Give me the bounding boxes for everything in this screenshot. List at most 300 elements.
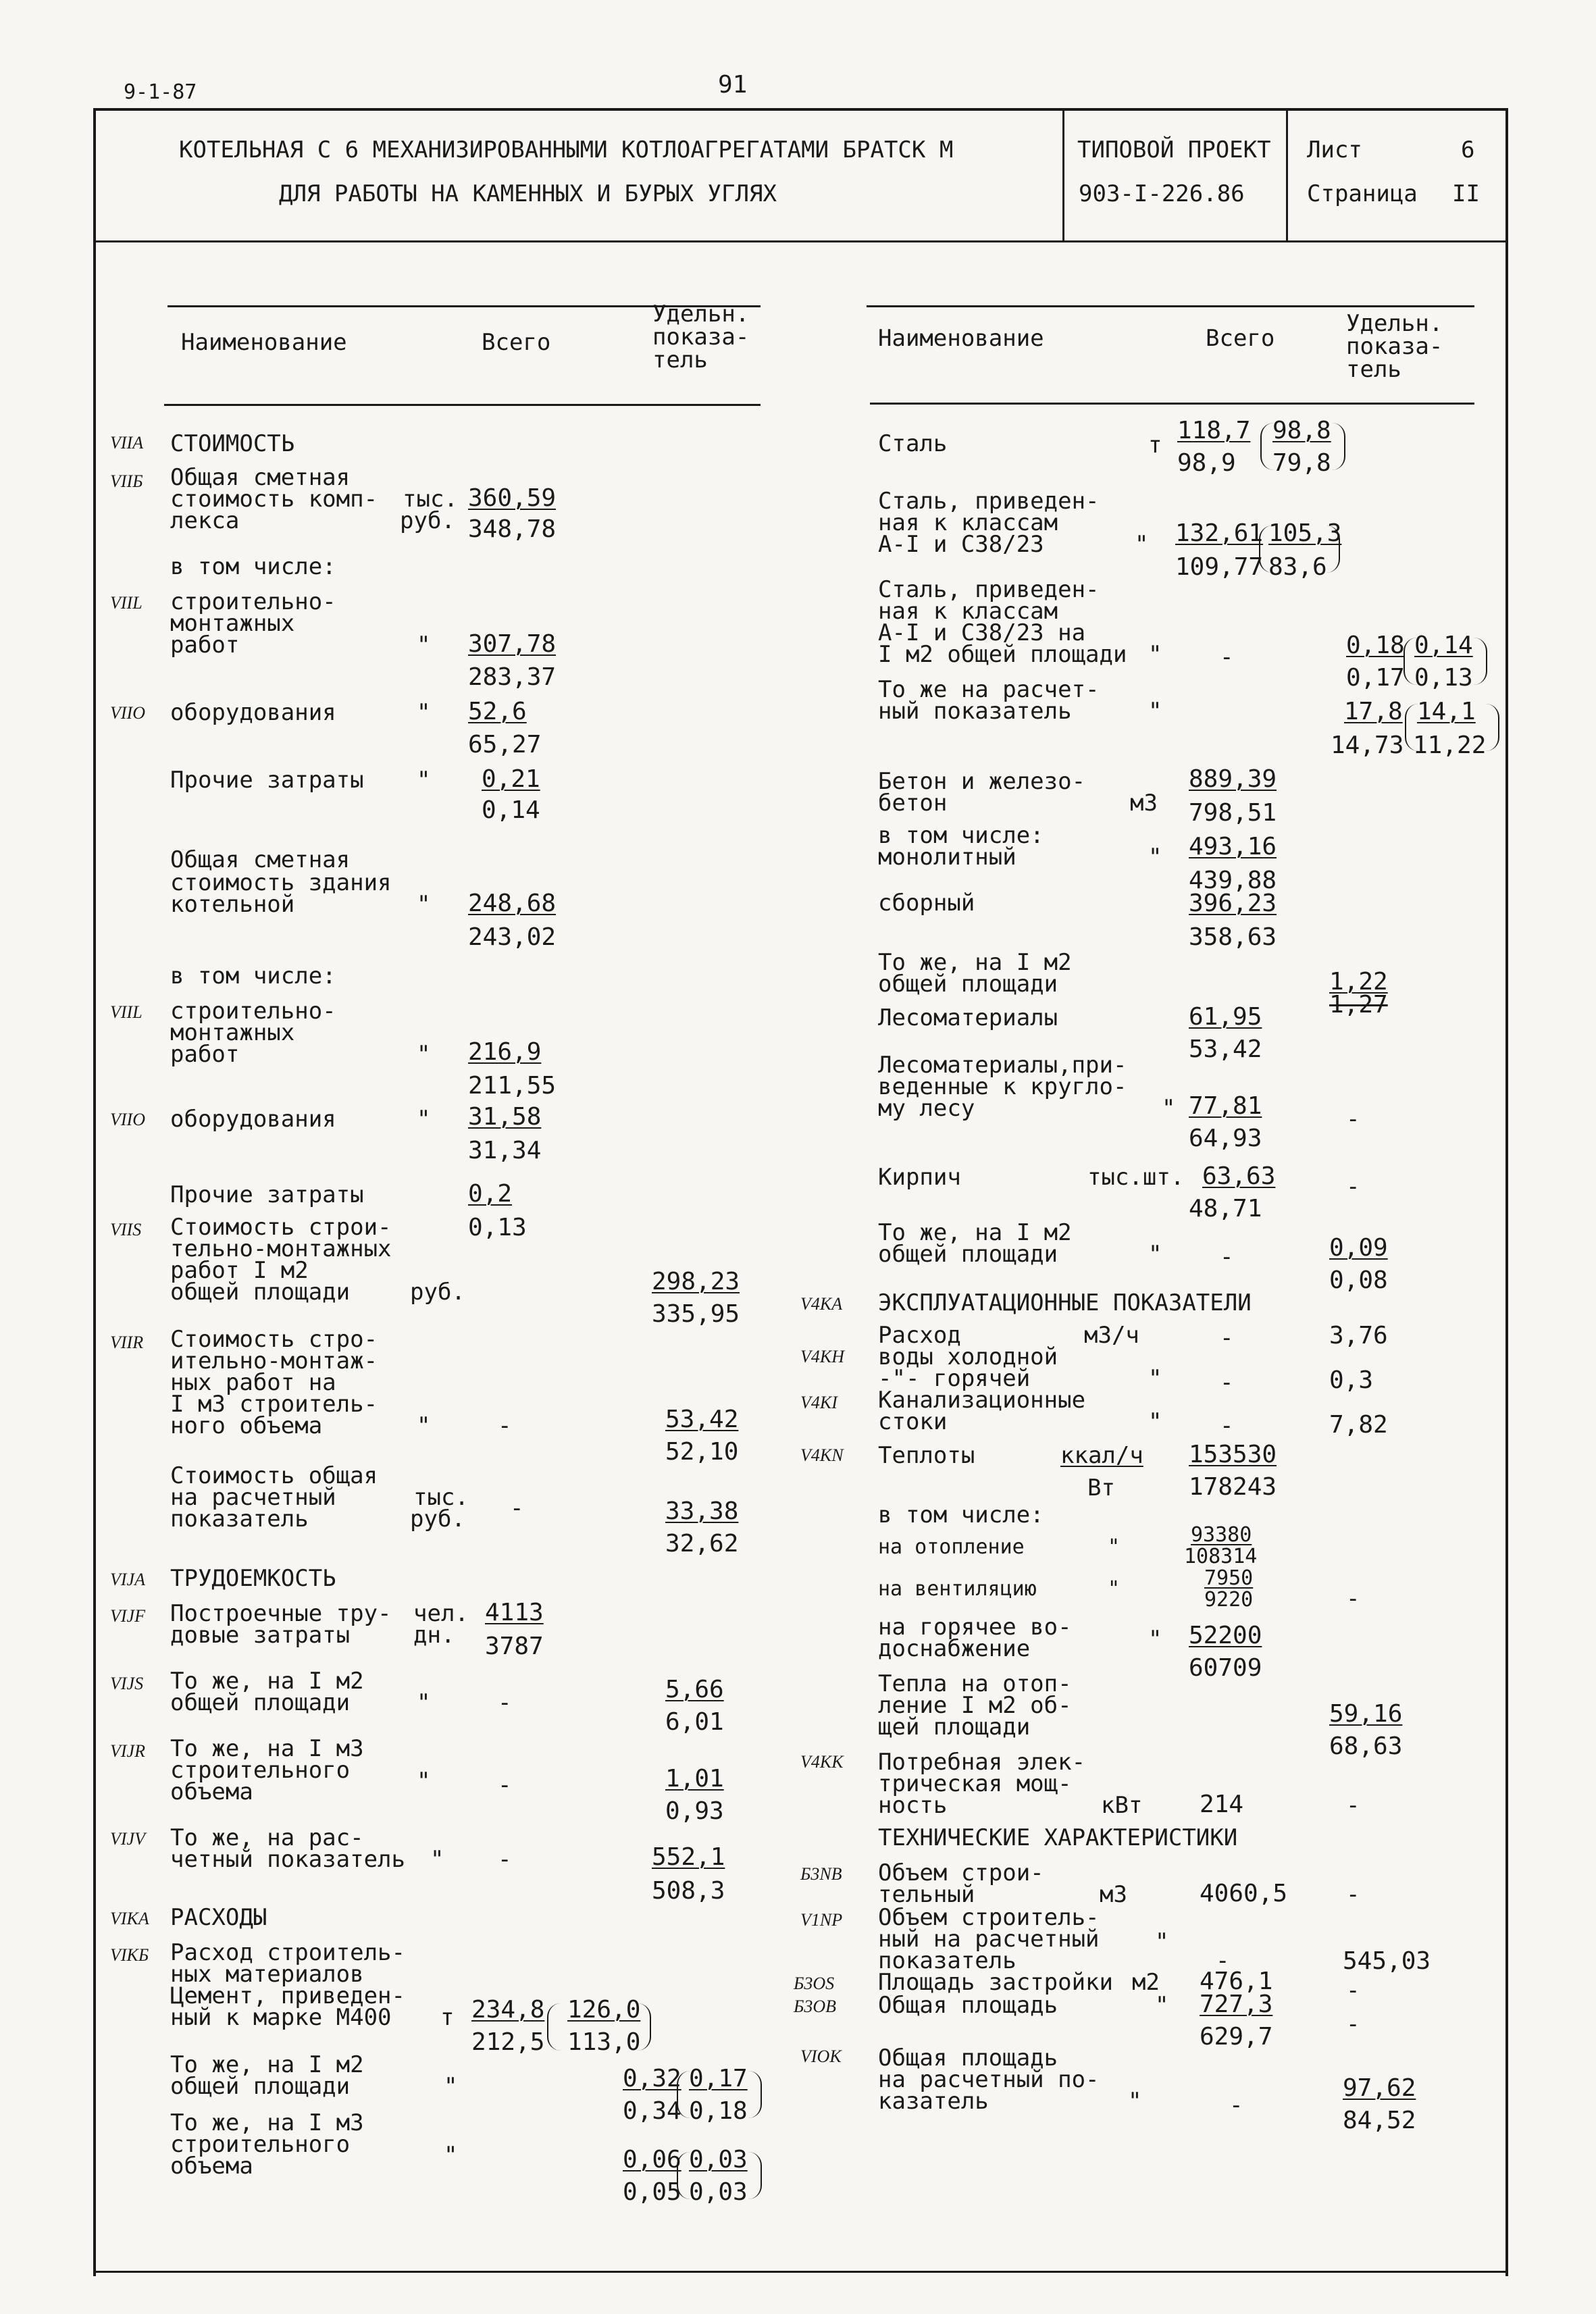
value: 105,3	[1268, 519, 1342, 547]
ditto-mark: "	[1108, 1577, 1121, 1601]
value: 234,8	[471, 1996, 545, 2024]
ditto-mark: "	[417, 1689, 431, 1716]
label: То же, на рас-	[170, 1824, 364, 1851]
row-code: VIJA	[110, 1570, 145, 1589]
row-code: VIJF	[110, 1606, 145, 1626]
row-code: VIIS	[110, 1220, 142, 1239]
value: 1,27	[1329, 991, 1388, 1019]
value: 93380	[1191, 1523, 1252, 1547]
label: Построечные тру-	[170, 1600, 392, 1627]
unit-label: м2	[1132, 1969, 1160, 1996]
value: 33,38	[665, 1497, 739, 1525]
dash: -	[1216, 1947, 1230, 1974]
right-table-top-rule	[867, 305, 1474, 307]
label: То же, на I м2	[170, 1668, 364, 1695]
row-code: VIIO	[110, 1110, 145, 1129]
dash: -	[1220, 1369, 1234, 1396]
total-cost-label-2: стоимость комп-	[170, 486, 378, 513]
ditto-mark: "	[417, 1768, 431, 1795]
label: строительного	[170, 2131, 351, 2158]
value: 0,2	[468, 1180, 513, 1208]
label: веденные к кругло-	[878, 1073, 1127, 1100]
label: Цемент, приведен-	[170, 1982, 405, 2009]
value: 118,7	[1177, 417, 1251, 444]
value: 153530	[1189, 1441, 1277, 1468]
unit-label: т	[440, 2004, 455, 2031]
value: 7,82	[1329, 1411, 1388, 1439]
value: 889,39	[1189, 765, 1277, 793]
value: 61,95	[1189, 1003, 1262, 1031]
ditto-mark: "	[417, 699, 431, 726]
value: 508,3	[652, 1877, 725, 1905]
value: 214	[1200, 1791, 1244, 1818]
label: объема	[170, 1778, 253, 1805]
value: 0,17	[689, 2065, 748, 2092]
value: 83,6	[1268, 553, 1327, 581]
label: ный показатель	[878, 698, 1072, 725]
value: 0,18	[1346, 632, 1405, 659]
including-label: в том числе:	[170, 553, 336, 580]
value: 98,8	[1272, 417, 1331, 444]
section-labor-title: ТРУДОЕМКОСТЬ	[170, 1565, 336, 1592]
value: 126,0	[567, 1996, 641, 2024]
row-code: VIIR	[110, 1333, 144, 1352]
left-col-name: Наименование	[181, 329, 347, 356]
dash: -	[1346, 1106, 1360, 1133]
value: 68,63	[1329, 1732, 1403, 1760]
project-label: ТИПОВОЙ ПРОЕКТ	[1077, 136, 1271, 163]
section-expenses-title: РАСХОДЫ	[170, 1904, 267, 1931]
dash: -	[1346, 1173, 1360, 1200]
row-code: VIIL	[110, 1002, 143, 1022]
value: 4060,5	[1200, 1880, 1288, 1907]
label: на расчетный	[170, 1484, 336, 1511]
value: 48,71	[1189, 1195, 1262, 1223]
label: тельный	[878, 1881, 975, 1908]
value: 3787	[485, 1632, 544, 1660]
value: 64,93	[1189, 1125, 1262, 1152]
label: монолитный	[878, 844, 1016, 871]
row-code: V4KN	[800, 1445, 844, 1465]
ditto-mark: "	[444, 2073, 458, 2100]
value: 248,68	[468, 890, 557, 917]
left-col-total: Всего	[482, 329, 551, 356]
unit-label: м3/ч	[1084, 1322, 1139, 1349]
label: общей площади	[170, 1689, 351, 1716]
value: 798,51	[1189, 799, 1277, 827]
label: Стоимость стро-	[170, 1326, 378, 1353]
label: монтажных	[170, 1019, 295, 1046]
unit-label: руб.	[400, 507, 455, 534]
sheet-label: Лист	[1307, 136, 1362, 163]
label: Бетон и железо-	[878, 768, 1086, 795]
ditto-mark: "	[417, 632, 431, 659]
label: Объем строи-	[878, 1859, 1044, 1886]
value: 0,03	[689, 2146, 748, 2174]
value: 11,22	[1413, 731, 1487, 759]
label: Теплоты	[878, 1442, 975, 1469]
label: А-I и С38/23 на	[878, 619, 1086, 646]
label: общей площади	[878, 971, 1058, 998]
row-code: VIOK	[800, 2047, 842, 2066]
unit-label: руб.	[410, 1279, 465, 1306]
row-code: VIJV	[110, 1829, 145, 1849]
dash: -	[498, 1412, 512, 1439]
row-code: Б3OB	[794, 1997, 836, 2016]
ditto-mark: "	[1162, 1095, 1176, 1122]
value: 84,52	[1343, 2107, 1416, 2134]
ditto-mark: "	[417, 1412, 431, 1439]
label: Прочие затраты	[170, 767, 364, 794]
ditto-mark: "	[1128, 2088, 1142, 2115]
value: 212,5	[471, 2028, 545, 2056]
dash: -	[1346, 1792, 1360, 1819]
value: 0,93	[665, 1797, 724, 1825]
label: объема	[170, 2153, 253, 2180]
unit-label: дн.	[413, 1622, 455, 1649]
value: 0,32	[623, 2065, 681, 2092]
label: му лесу	[878, 1095, 975, 1122]
label: оборудования	[170, 699, 336, 726]
label: стоимость здания	[170, 869, 392, 896]
label: Расход	[878, 1322, 961, 1349]
value: 32,62	[665, 1530, 739, 1558]
row-code: VIIA	[110, 433, 144, 453]
row-code: V4KH	[800, 1347, 844, 1366]
dash: -	[1346, 1881, 1360, 1908]
right-col-total: Всего	[1206, 325, 1275, 352]
label: на вентиляцию	[878, 1577, 1037, 1601]
row-code: VIJR	[110, 1741, 145, 1761]
value: 60709	[1189, 1654, 1262, 1682]
label: Сталь, приведен-	[878, 576, 1100, 603]
value: 79,8	[1272, 449, 1331, 477]
value: 4113	[485, 1599, 544, 1626]
label: общей площади	[878, 1241, 1058, 1268]
right-table-head-rule	[870, 403, 1474, 405]
label: ных материалов	[170, 1961, 364, 1988]
row-code: V4KI	[800, 1393, 838, 1412]
header-divider-1	[1062, 108, 1064, 240]
value: 5,66	[665, 1676, 724, 1703]
value: 65,27	[468, 731, 542, 759]
value: 545,03	[1343, 1947, 1431, 1975]
section-tech-title: ТЕХНИЧЕСКИЕ ХАРАКТЕРИСТИКИ	[878, 1824, 1238, 1851]
value: 360,59	[468, 484, 557, 512]
label: Тепла на отоп-	[878, 1670, 1072, 1697]
label: общей площади	[170, 2073, 351, 2100]
label: на горячее во-	[878, 1614, 1072, 1641]
label: показатель	[878, 1947, 1016, 1974]
label: строительно-	[170, 588, 336, 615]
value: 307,78	[468, 630, 557, 658]
section-cost-title: СТОИМОСТЬ	[170, 430, 295, 457]
dash: -	[1220, 1325, 1234, 1352]
dash: -	[498, 1846, 512, 1873]
unit-label: кВт	[1101, 1792, 1143, 1819]
dash: -	[1346, 1585, 1360, 1612]
ditto-mark: "	[1148, 1626, 1162, 1653]
ditto-mark: "	[1108, 1535, 1121, 1559]
header-title-line2: ДЛЯ РАБОТЫ НА КАМЕННЫХ И БУРЫХ УГЛЯХ	[279, 180, 777, 207]
value: 14,73	[1331, 731, 1404, 759]
dash: -	[1220, 644, 1234, 671]
value: 0,21	[482, 765, 540, 793]
unit-label: чел.	[413, 1600, 469, 1627]
header-bottom-rule	[93, 240, 1508, 242]
total-cost-label-1: Общая сметная	[170, 464, 351, 491]
label: То же, на I м2	[878, 949, 1072, 976]
label: Объем строитель-	[878, 1904, 1100, 1931]
value: 283,37	[468, 663, 557, 691]
value: 0,03	[689, 2178, 748, 2206]
value: 9220	[1204, 1588, 1254, 1612]
value: 0,05	[623, 2178, 681, 2206]
value: 108314	[1184, 1545, 1258, 1568]
row-code: VIIL	[110, 593, 143, 613]
frame-top	[93, 108, 1508, 111]
row-code: VIIБ	[110, 471, 143, 491]
dash: -	[1229, 2092, 1243, 2119]
label: ление I м2 об-	[878, 1692, 1072, 1719]
label: Потребная элек-	[878, 1749, 1086, 1776]
label: Стоимость общая	[170, 1462, 378, 1489]
label: Канализационные	[878, 1387, 1086, 1414]
value: 1,01	[665, 1765, 724, 1793]
label: ность	[878, 1792, 948, 1819]
value: 0,09	[1329, 1234, 1388, 1262]
value: 348,78	[468, 515, 557, 543]
label: Сталь	[878, 430, 948, 457]
value: 439,88	[1189, 867, 1277, 894]
row-code: VIKA	[110, 1909, 149, 1928]
value: 132,61	[1175, 519, 1264, 547]
label: работ	[170, 632, 240, 659]
row-code: V4KK	[800, 1752, 844, 1772]
value: 63,63	[1202, 1162, 1276, 1190]
value: 31,58	[468, 1103, 542, 1131]
value: 727,3	[1200, 1990, 1273, 2018]
label: стоки	[878, 1408, 948, 1435]
total-cost-label-3: лекса	[170, 507, 240, 534]
value: 476,1	[1200, 1968, 1273, 1995]
row-code: VIKБ	[110, 1945, 149, 1965]
label: Лесоматериалы,при-	[878, 1052, 1127, 1079]
value: 59,16	[1329, 1700, 1403, 1728]
label: Общая площадь	[878, 1992, 1058, 2019]
value: 335,95	[652, 1300, 740, 1328]
label: То же, на I м3	[170, 2109, 364, 2136]
value: 178243	[1189, 1473, 1277, 1501]
label: Общая площадь	[878, 2045, 1058, 2072]
value: 97,62	[1343, 2074, 1416, 2102]
ditto-mark: "	[417, 1106, 431, 1133]
row-code: VIIO	[110, 703, 145, 723]
label: То же, на I м3	[170, 1735, 364, 1762]
label: четный показатель	[170, 1846, 405, 1873]
value: 216,9	[468, 1038, 542, 1066]
value: 113,0	[567, 2028, 641, 2056]
left-col-spec-1: Удельн.	[652, 301, 750, 328]
value: 552,1	[652, 1843, 725, 1871]
unit-label: м3	[1100, 1881, 1127, 1908]
ditto-mark: "	[1148, 641, 1162, 668]
label: казатель	[878, 2088, 989, 2115]
label: Прочие затраты	[170, 1181, 364, 1208]
right-col-spec-3: тель	[1346, 356, 1401, 383]
row-code: V1NP	[800, 1910, 843, 1930]
label: ного объема	[170, 1412, 323, 1439]
value: 14,1	[1417, 698, 1476, 725]
label: I м2 общей площади	[878, 641, 1127, 668]
right-col-spec-1: Удельн.	[1346, 310, 1443, 337]
label: котельной	[170, 891, 295, 918]
label: работ	[170, 1041, 240, 1068]
value: 1,22	[1329, 968, 1388, 996]
label: бетон	[878, 790, 948, 817]
ditto-mark: "	[1155, 1992, 1169, 2019]
doc-code: 9-1-87	[124, 80, 197, 104]
label: строительно-	[170, 998, 336, 1025]
sheet-value: 6	[1461, 136, 1475, 163]
label: ительно-монтаж-	[170, 1347, 378, 1374]
value: 0,17	[1346, 664, 1405, 692]
ditto-mark: "	[1148, 698, 1162, 725]
frame-left	[93, 108, 96, 2276]
frame-right	[1505, 108, 1508, 2276]
value: 31,34	[468, 1137, 542, 1164]
including-label: в том числе:	[878, 822, 1044, 849]
ditto-mark: "	[444, 2142, 458, 2169]
value: 0,08	[1329, 1266, 1388, 1294]
unit-label: Вт	[1087, 1474, 1115, 1501]
dash: -	[1346, 1977, 1360, 2004]
project-number: 903-I-226.86	[1079, 180, 1245, 207]
unit-label: тыс.	[413, 1484, 469, 1511]
value: 396,23	[1189, 890, 1277, 917]
value: 629,7	[1200, 2023, 1273, 2051]
value: 0,34	[623, 2097, 681, 2125]
ditto-mark: "	[430, 1846, 444, 1873]
page-number: 91	[718, 71, 748, 99]
label: работ I м2	[170, 1257, 309, 1284]
value: 53,42	[665, 1406, 739, 1433]
unit-label: м3	[1130, 790, 1158, 817]
label: То же на расчет-	[878, 676, 1100, 703]
value: 17,8	[1344, 698, 1403, 725]
value: 53,42	[1189, 1035, 1262, 1063]
label: сборный	[878, 890, 975, 917]
value: 52,10	[665, 1438, 739, 1466]
label: оборудования	[170, 1106, 336, 1133]
value: 298,23	[652, 1268, 740, 1295]
label: ный на расчетный	[878, 1926, 1100, 1953]
label: тельно-монтажных	[170, 1235, 392, 1262]
label: Кирпич	[878, 1164, 961, 1191]
ditto-mark: "	[1148, 844, 1162, 871]
value: 3,76	[1329, 1322, 1388, 1349]
label: довые затраты	[170, 1622, 351, 1649]
label: на расчетный по-	[878, 2066, 1100, 2093]
label: То же, на I м2	[170, 2051, 364, 2078]
unit-label: руб.	[410, 1506, 465, 1533]
value: 77,81	[1189, 1092, 1262, 1120]
label: ных работ на	[170, 1369, 336, 1396]
value: 0,13	[468, 1214, 527, 1241]
row-code: V4KA	[800, 1294, 843, 1314]
page-label: Страница	[1307, 180, 1418, 207]
label: Площадь застройки	[878, 1969, 1113, 1996]
dash: -	[1220, 1243, 1234, 1270]
ditto-mark: "	[417, 767, 431, 794]
label: I м3 строитель-	[170, 1391, 378, 1418]
value: 98,9	[1177, 449, 1236, 477]
dash: -	[510, 1495, 524, 1522]
label: на отопление	[878, 1535, 1025, 1559]
left-col-spec-2: показа-	[652, 324, 750, 351]
value: 0,14	[482, 796, 540, 824]
dash: -	[498, 1772, 512, 1799]
unit-label: ккал/ч	[1060, 1442, 1143, 1469]
header-divider-2	[1286, 108, 1288, 240]
right-col-spec-2: показа-	[1346, 333, 1443, 360]
label: трическая мощ-	[878, 1770, 1072, 1797]
row-code: Б3OS	[794, 1974, 835, 1993]
value: 0,06	[623, 2146, 681, 2174]
ditto-mark: "	[417, 1041, 431, 1068]
label: А-I и С38/23	[878, 531, 1044, 558]
dash: -	[1346, 2011, 1360, 2038]
label: доснабжение	[878, 1635, 1031, 1662]
label: строительного	[170, 1757, 351, 1784]
dash: -	[1220, 1412, 1234, 1439]
frame-bottom	[93, 2271, 1508, 2273]
ditto-mark: "	[1155, 1928, 1169, 1955]
value: 493,16	[1189, 833, 1277, 860]
label: ная к классам	[878, 598, 1058, 625]
label: ный к марке М400	[170, 2004, 392, 2031]
label: общей площади	[170, 1279, 351, 1306]
value: 0,3	[1329, 1366, 1374, 1394]
row-code: Б3NB	[800, 1864, 842, 1884]
label: Стоимость строи-	[170, 1214, 392, 1241]
value: 109,77	[1175, 553, 1264, 581]
dash: -	[498, 1689, 512, 1716]
value: 0,13	[1414, 664, 1473, 692]
right-col-name: Наименование	[878, 325, 1044, 352]
label: воды холодной	[878, 1343, 1058, 1370]
including-label: в том числе:	[878, 1501, 1044, 1528]
page-value: II	[1452, 180, 1480, 207]
left-table-head-rule	[164, 404, 761, 406]
value: 211,55	[468, 1072, 557, 1100]
including-label: в том числе:	[170, 962, 336, 989]
label: щей площади	[878, 1714, 1031, 1741]
section-operation-title: ЭКСПЛУАТАЦИОННЫЕ ПОКАЗАТЕЛИ	[878, 1289, 1252, 1316]
label: То же, на I м2	[878, 1219, 1072, 1246]
row-code: VIJS	[110, 1674, 144, 1693]
unit-label: тыс.шт.	[1087, 1164, 1185, 1191]
value: 0,18	[689, 2097, 748, 2125]
value: 7950	[1204, 1566, 1254, 1590]
value: 6,01	[665, 1708, 724, 1736]
label: Расход строитель-	[170, 1939, 405, 1966]
label: -"- горячей	[878, 1365, 1031, 1392]
ditto-mark: "	[1148, 1365, 1162, 1392]
value: 52,6	[468, 698, 527, 725]
label: монтажных	[170, 610, 295, 637]
ditto-mark: "	[1135, 531, 1149, 558]
